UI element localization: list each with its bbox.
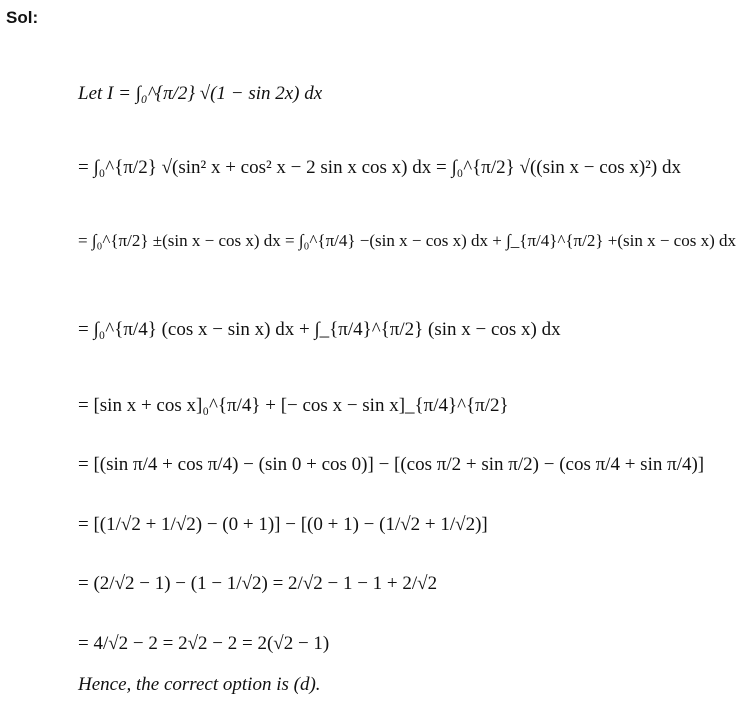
solution-line-5: = [sin x + cos x]₀^{π/4} + [− cos x − sin x]_{π/4}^{π/2} [78, 395, 509, 416]
solution-line-6: = [(sin π/4 + cos π/4) − (sin 0 + cos 0)] − [(cos π/2 + sin π/2) − (cos π/4 + sin π/4)] [78, 454, 705, 475]
solution-line-9: = 4/√2 − 2 = 2√2 − 2 = 2(√2 − 1) [78, 633, 330, 654]
solution-line-1: Let I = ∫₀^{π/2} √(1 − sin 2x) dx [78, 83, 323, 104]
solution-line-7: = [(1/√2 + 1/√2) − (0 + 1)] − [(0 + 1) − (1/√2 + 1/√2)] [78, 514, 488, 535]
solution-line-4: = ∫₀^{π/4} (cos x − sin x) dx + ∫_{π/4}^{π/2} (sin x − cos x) dx [78, 319, 561, 340]
conclusion-line: Hence, the correct option is (d). [78, 674, 321, 695]
solution-line-2: = ∫₀^{π/2} √(sin² x + cos² x − 2 sin x cos x) dx = ∫₀^{π/2} √((sin x − cos x)²) dx [78, 157, 681, 178]
solution-line-3: = ∫₀^{π/2} ±(sin x − cos x) dx = ∫₀^{π/4} −(sin x − cos x) dx + ∫_{π/4}^{π/2} +(sin x − cos x) dx [78, 231, 737, 250]
solution-line-8: = (2/√2 − 1) − (1 − 1/√2) = 2/√2 − 1 − 1 + 2/√2 [78, 573, 438, 594]
solution-heading: Sol: [6, 8, 39, 27]
